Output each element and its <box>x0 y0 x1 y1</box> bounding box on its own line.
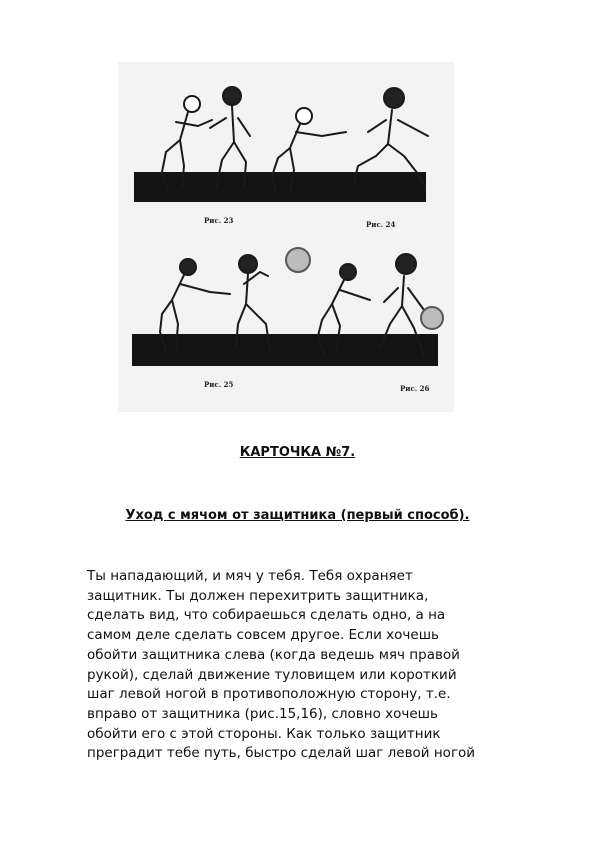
figure-caption-24: Рис. 24 <box>366 220 396 229</box>
body-line: рукой), сделай движение туловищем или короткий <box>87 666 457 683</box>
figure-23-players <box>162 87 250 190</box>
figure-24-players <box>272 88 428 192</box>
figure-caption-26: Рис. 26 <box>400 384 430 393</box>
card-title: КАРТОЧКА №7. <box>239 445 356 460</box>
body-line: сделать вид, что собираешься сделать одно, а на <box>87 607 446 624</box>
topic-heading: Уход с мячом от защитника (первый способ). <box>125 508 470 523</box>
body-line: обойти защитника слева (когда ведешь мяч правой <box>87 646 460 663</box>
figure-caption-25: Рис. 25 <box>204 380 234 389</box>
body-line: вправо от защитника (рис.15,16), словно хочешь <box>87 705 438 722</box>
body-line: обойти его с этой стороны. Как только защитник <box>87 725 441 742</box>
body-line: шаг левой ногой в противоположную сторону, т.е. <box>87 686 451 703</box>
body-line: Ты нападающий, и мяч у тебя. Тебя охраняет <box>87 568 413 584</box>
body-paragraph <box>87 567 557 764</box>
body-line: преградит тебе путь, быстро сделай шаг левой ногой <box>87 745 476 762</box>
basketball-illustration <box>118 62 454 412</box>
figure-caption-23: Рис. 23 <box>204 216 234 225</box>
body-line: защитник. Ты должен перехитрить защитника, <box>87 587 429 604</box>
body-line: самом деле сделать совсем другое. Если хочешь <box>87 627 440 644</box>
player-figures <box>118 62 454 412</box>
figure-25-players <box>160 248 310 352</box>
figure-26-players <box>318 254 443 356</box>
